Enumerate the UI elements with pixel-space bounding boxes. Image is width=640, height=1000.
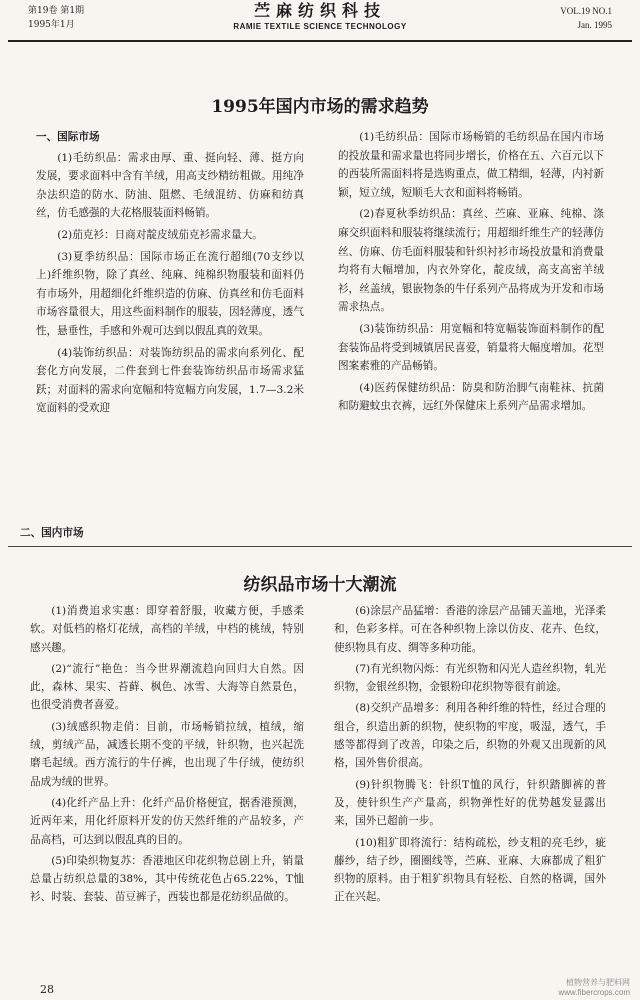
watermark-name: 植物营养与肥料网	[566, 978, 630, 987]
journal-header	[8, 0, 632, 42]
article1-title: 1995年国内市场的需求趋势	[211, 97, 429, 117]
article2-right-column	[334, 602, 606, 910]
issue-date: 1995年1月	[28, 20, 75, 30]
paragraph: (7)有光织物闪烁：有光织物和闪光人造丝织物，轧光织物，金银丝织物，金银粉印花织物等很有前途。	[334, 662, 606, 694]
watermark	[558, 978, 630, 998]
paragraph: (9)针织物腾飞：针织T恤的风行，针织踏脚裤的普及，使针织生产产量高，织物弹性好的优势越发显露出来，国外已超前一步。	[334, 778, 606, 828]
watermark-url: www.fibercrops.com	[558, 988, 630, 997]
issue-info-english	[560, 4, 612, 32]
paragraph: (5)印染织物复苏：香港地区印花织物总剧上升，销量总量占纺织总量的38%，其中传统花色占65.22%，T恤衫、时装、套装、苗豆裤子，西装也都是花纺织品做的。	[30, 854, 304, 904]
paragraph: (3)夏季纺织品：国际市场正在流行超细(70支纱以上)纤维织物，除了真丝、纯麻、纯棉织物服装和面料仍有市场外，用超细化纤维织造的仿麻、仿真丝和仿毛面料市场容量很大，用这些面料制作的服装，因轻薄度，透气性，悬垂性，手感和外观可达到以假乱真的效果。	[36, 250, 304, 337]
article2-title: 纺织品市场十大潮流	[243, 575, 397, 595]
paragraph: (10)粗犷即将流行：结构疏松，纱支粗的亮毛纱，疵藤纱，结子纱，圈圈线等，苎麻、亚麻、大麻都成了粗犷织物的原料。由于粗犷织物具有轻松、自然的格调，国外正在兴起。	[334, 836, 606, 904]
journal-title-english: RAMIE TEXTILE SCIENCE TECHNOLOGY	[233, 22, 407, 31]
issue-date-english: Jan. 1995	[577, 20, 612, 30]
paragraph: (4)医药保健纺织品：防臭和防治脚气南鞋袜、抗菌和防避蚊虫衣裤，远红外保健床上系列产品需求增加。	[338, 381, 604, 413]
section-heading-international: 一、国际市场	[36, 131, 100, 143]
paragraph: (1)毛纺织品：需求由厚、重、挺向轻、薄、挺方向发展，要求面料中含有羊绒，用高支纱精纺粗做。用纯净杂法织造的防水、防油、阻燃、毛绒混纺、仿麻和纺真丝，仿毛感强的大花格服装面料畅销。	[36, 151, 304, 220]
paragraph: (4)化纤产品上升：化纤产品价格便宜，据香港预测，近两年来，用化纤原料开发的仿天然纤维的产品较多，产品高档，可达到以假乱真的目的。	[30, 796, 304, 846]
paragraph: (3)绒感织物走俏：目前，市场畅销拉绒，植绒，缩绒，剪绒产品，减透长期不变的平绒，针织物，也兴起洗磨毛起绒。西方流行的牛仔裤，也出现了牛仔绒，使纺织品成为绒的世界。	[30, 720, 304, 788]
paragraph: (8)交织产品增多：利用各种纤维的特性，经过合理的组合，织造出新的织物，使织物的牢度，吸湿，透气，手感等都得到了改善，印染之后，织物的外观又出现新的风格，国外售价很高。	[334, 702, 606, 770]
paragraph: (1)消费追求实惠：即穿着舒服，收藏方便，手感柔软。对低档的格灯花绒，高档的羊绒，中档的桃绒，特别感兴趣。	[30, 605, 304, 654]
volume-issue: 第19卷 第1期	[28, 6, 85, 16]
paragraph: (6)涂层产品猛增：香港的涂层产品铺天盖地，光泽柔和，色彩多样。可在各种织物上涂以仿皮、花卉、色纹，使织物具有皮、绸等多种功能。	[334, 605, 606, 654]
paragraph: (2)春夏秋季纺织品：真丝、苎麻、亚麻、纯棉、涤麻交织面料和服装将继续流行；用超细纤维生产的轻薄仿丝、仿麻、仿毛面料服装和针织衬衫市场投放量和消费量均将有大幅增加，内衣外穿化，靛皮绒，高支高密羊绒衫，丝盖绒，银嵌物条的牛仔系列产品将成为开发和市场需求热点。	[338, 208, 604, 314]
section-heading-domestic: 二、国内市场	[20, 527, 84, 539]
paragraph: (4)装饰纺织品：对装饰纺织品的需求向系列化、配套化方向发展，二件套到七件套装饰纺织品市场需求猛跃；对面料的需求向宽幅和特宽幅方向发展，1.7—3.2米宽面料的受欢迎	[36, 346, 304, 415]
journal-name-block	[8, 1, 632, 33]
article1-right-column	[338, 128, 604, 419]
article2-left-column	[30, 602, 304, 910]
volume-issue-english: VOL.19 NO.1	[560, 6, 612, 16]
journal-title: 苎麻纺织科技	[253, 1, 386, 20]
paragraph: (2)茄克衫：日商对靛皮绒茄克衫需求量大。	[57, 228, 263, 241]
paragraph: (1)毛纺织品：国际市场畅销的毛纺织品在国内市场的投放量和需求量也将同步增长，价格在五、六百元以下的西装所需面料将是选购重点，做工精细，轻薄，内衬新颖，短立绒，短顺毛大衣和面料将畅销。	[338, 131, 604, 199]
paragraph: (2)“流行”艳色：当今世界潮流趋向回归大自然。因此，森林、果实、苔藓、枫色、冰雪、大海等自然景色，也很受消费者喜爱。	[30, 662, 304, 712]
paragraph: (3)装饰纺织品：用宽幅和特宽幅装饰面料制作的配套装饰品将受到城镇居民喜爱，销量将大幅度增加。花型图案素雅的产品畅销。	[338, 322, 604, 373]
article-divider	[8, 546, 632, 547]
article1-left-column	[36, 128, 304, 421]
page-number: 28	[40, 983, 54, 996]
